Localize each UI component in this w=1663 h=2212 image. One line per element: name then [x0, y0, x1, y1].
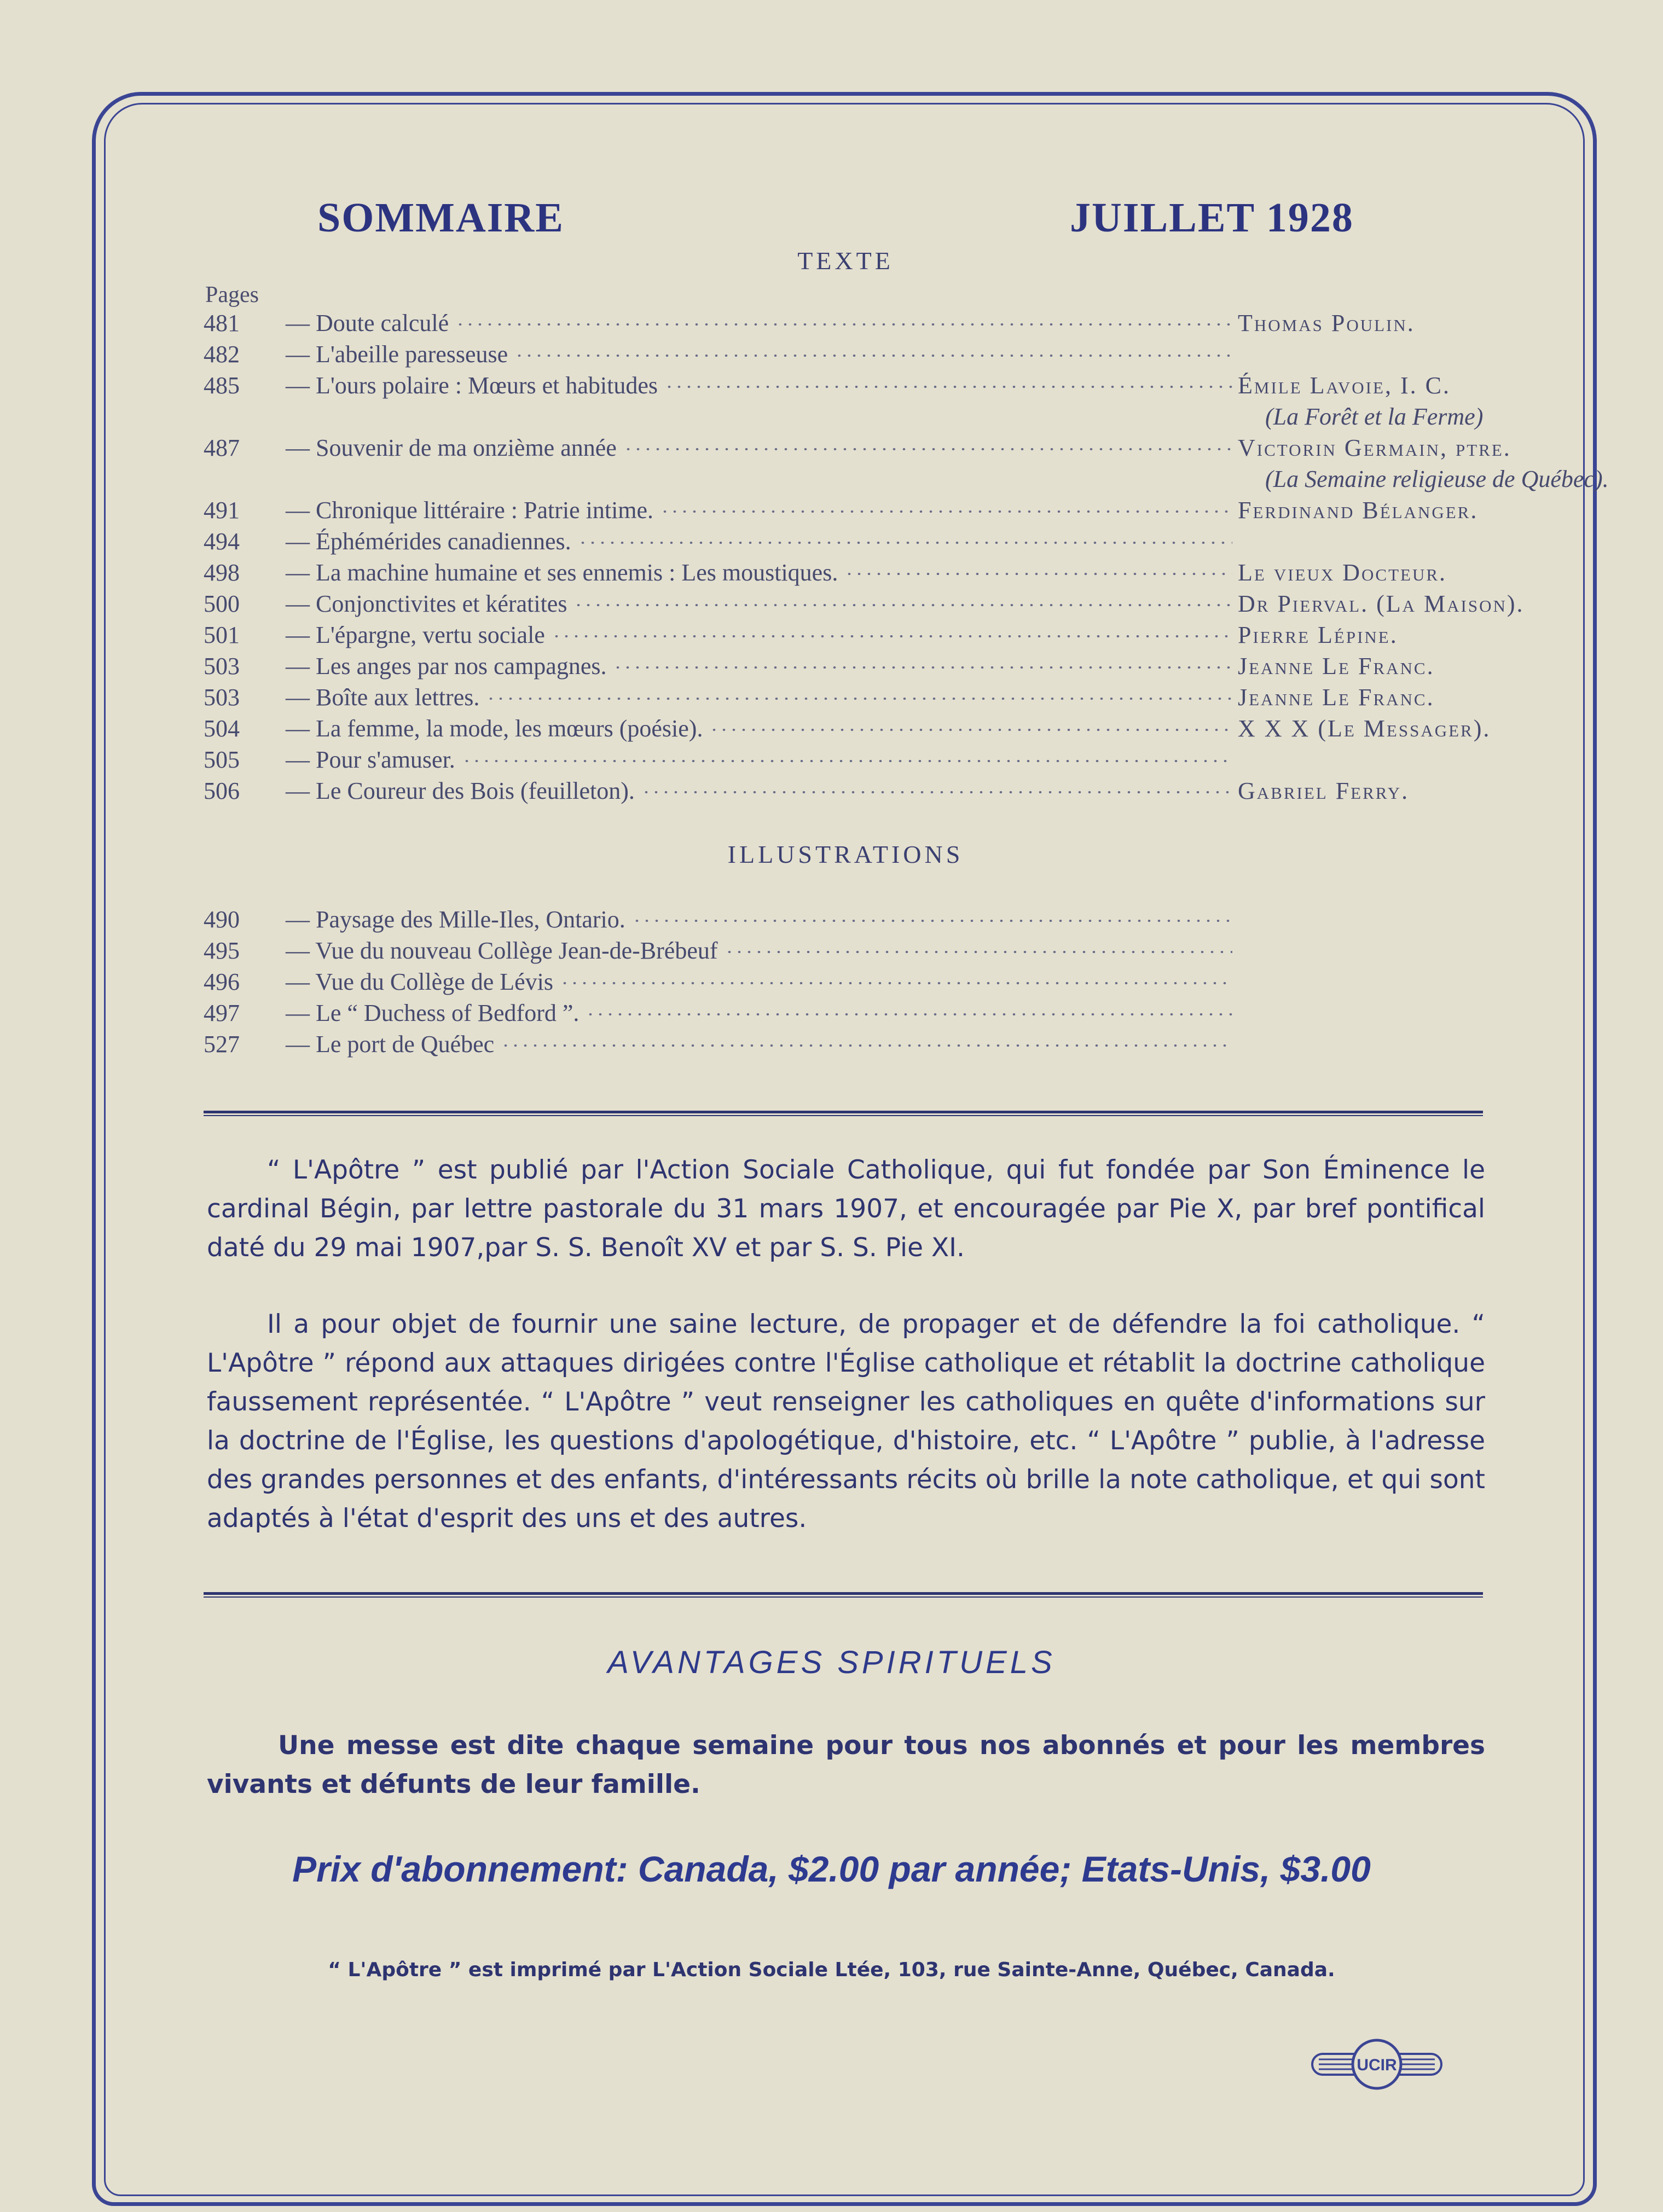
entry-title: — L'ours polaire : Mœurs et habitudes: [286, 372, 658, 399]
texte-heading: TEXTE: [797, 247, 894, 275]
toc-entry: [204, 559, 1479, 590]
page-number: 485: [204, 372, 240, 399]
illustration-entry: [204, 999, 1479, 1030]
illustration-entry: [204, 1030, 1479, 1061]
sommaire-title: SOMMAIRE: [317, 195, 564, 241]
page-number: 501: [204, 622, 240, 648]
about-paragraph: “ L'Apôtre ” est publié par l'Action Sociale Catholique, qui fut fondée par Son Éminence le cardinal Bégin, par lettre pastorale du 31 mars 1907, et encouragée par Pie X, par bref pontifical daté du 29 mai 1907,par S. S. Benoît XV et par S. S. Pie XI.: [207, 1155, 1485, 1263]
dot-leader: [664, 386, 1232, 388]
entry-title: — Éphémérides canadiennes.: [286, 528, 571, 555]
issue-date: JUILLET 1928: [1070, 195, 1354, 241]
entry-title: — Boîte aux lettres.: [286, 684, 480, 711]
entry-title: — Vue du nouveau Collège Jean-de-Brébeuf: [286, 937, 718, 964]
advantages-text: Une messe est dite chaque semaine pour tous nos abonnés et pour les membres vivants et défunts de leur famille.: [207, 1731, 1485, 1799]
entry-author: Jeanne Le Franc.: [1238, 684, 1435, 711]
entry-author: Jeanne Le Franc.: [1238, 653, 1435, 680]
toc-entry: [204, 715, 1491, 746]
toc-entry: [204, 621, 1479, 652]
dot-leader: [573, 604, 1232, 606]
entry-title: — Conjonctivites et kératites: [286, 590, 567, 617]
dot-leader: [641, 791, 1232, 793]
illustration-entry: [204, 968, 1479, 999]
toc-entry: [204, 590, 1525, 621]
entry-author: Gabriel Ferry.: [1238, 777, 1410, 804]
page-number: 490: [204, 906, 240, 933]
entry-title: — L'épargne, vertu sociale: [286, 622, 545, 648]
entry-author: Thomas Poulin.: [1238, 310, 1415, 336]
toc-entry: [204, 527, 1479, 559]
page-number: 495: [204, 937, 240, 964]
dot-leader: [632, 920, 1232, 922]
divider-rule: [204, 1111, 1483, 1116]
illustration-entry: [204, 937, 1479, 968]
illustration-entry: [204, 905, 1479, 937]
dot-leader: [660, 510, 1232, 513]
page-number: 487: [204, 434, 240, 461]
entry-author: Ferdinand Bélanger.: [1238, 497, 1479, 524]
page-number: 527: [204, 1031, 240, 1058]
page-number: 505: [204, 746, 240, 773]
entry-title: — Doute calculé: [286, 310, 449, 336]
dot-leader: [613, 666, 1232, 669]
entry-author: Pierre Lépine.: [1238, 622, 1398, 648]
entry-author: Émile Lavoie, I. C.: [1238, 372, 1451, 399]
entry-author: Le vieux Docteur.: [1238, 559, 1447, 586]
dot-leader: [709, 729, 1232, 731]
entry-title: — La femme, la mode, les mœurs (poésie).: [286, 715, 703, 742]
entry-author: Victorin Germain, ptre.: [1238, 434, 1511, 461]
entry-title: — Le Coureur des Bois (feuilleton).: [286, 777, 635, 804]
dot-leader: [501, 1044, 1232, 1047]
illustrations-heading: ILLUSTRATIONS: [727, 840, 964, 868]
entry-title: — Paysage des Mille-Iles, Ontario.: [286, 906, 625, 933]
toc-entry: [204, 309, 1479, 340]
dot-leader: [462, 760, 1232, 762]
dot-leader: [725, 951, 1232, 953]
toc-entry: [204, 403, 1484, 434]
imprint-line: “ L'Apôtre ” est imprimé par L'Action Sociale Ltée, 103, rue Sainte-Anne, Québec, Canada.: [328, 1959, 1335, 1981]
entry-author: Dr Pierval. (La Maison).: [1238, 590, 1525, 617]
page-number: 504: [204, 715, 240, 742]
toc-entry: [204, 371, 1479, 403]
divider-rule: [204, 1592, 1483, 1598]
entry-source: (La Semaine religieuse de Québec).: [1265, 466, 1609, 492]
entry-title: — Pour s'amuser.: [286, 746, 455, 773]
illustrations-list: [204, 905, 1479, 1061]
union-label-logo: [1308, 2034, 1446, 2094]
subscription-price: Prix d'abonnement: Canada, $2.00 par année; Etats-Unis, $3.00: [292, 1849, 1371, 1889]
toc-entry: [204, 434, 1511, 465]
entry-title: — La machine humaine et ses ennemis : Les moustiques.: [286, 559, 838, 586]
toc-list: [204, 309, 1609, 808]
objective-paragraph: Il a pour objet de fournir une saine lecture, de propager et de défendre la foi catholique. “ L'Apôtre ” répond aux attaques dirigées contre l'Église catholique et rétablit la doctrine catholique faussement représentée. “ L'Apôtre ” veut renseigner les catholiques en quête d'informations sur la doctrine de l'Église, les questions d'apologétique, d'histoire, etc. “ L'Apôtre ” publie, à l'adresse des grandes personnes et des enfants, d'intéressants récits où brille la note catholique, et qui sont adaptés à l'état d'esprit des uns et des autres.: [207, 1309, 1485, 1534]
dot-leader: [586, 1013, 1232, 1015]
entry-title: — Le port de Québec: [286, 1031, 495, 1058]
dot-leader: [578, 542, 1232, 544]
page-number: 496: [204, 968, 240, 995]
page-number: 481: [204, 310, 240, 336]
toc-entry: [204, 496, 1479, 527]
page-number: 503: [204, 653, 240, 680]
page-number: 494: [204, 528, 240, 555]
toc-entry: [204, 465, 1609, 496]
entry-title: — Chronique littéraire : Patrie intime.: [286, 497, 654, 524]
entry-title: — Les anges par nos campagnes.: [286, 653, 607, 680]
dot-leader: [844, 573, 1232, 575]
entry-title: — L'abeille paresseuse: [286, 341, 508, 368]
dot-leader: [514, 355, 1232, 357]
pages-label: Pages: [205, 282, 259, 307]
logo-text: UCIR: [1357, 2056, 1397, 2074]
page-number: 503: [204, 684, 240, 711]
entry-title: — Souvenir de ma onzième année: [286, 434, 617, 461]
dot-leader: [623, 448, 1232, 450]
entry-title: — Le “ Duchess of Bedford ”.: [286, 1000, 580, 1026]
dot-leader: [455, 323, 1232, 326]
page-number: 506: [204, 777, 240, 804]
toc-entry: [204, 746, 1479, 777]
entry-title: — Vue du Collège de Lévis: [286, 968, 554, 995]
dot-leader: [552, 635, 1232, 637]
toc-entry: [204, 340, 1479, 371]
dot-leader: [486, 698, 1232, 700]
page-number: 497: [204, 1000, 240, 1026]
entry-source: (La Forêt et la Ferme): [1265, 403, 1484, 430]
page-number: 498: [204, 559, 240, 586]
toc-entry: [204, 652, 1479, 683]
page-number: 500: [204, 590, 240, 617]
entry-author: X X X (Le Messager).: [1238, 715, 1491, 742]
page-number: 482: [204, 341, 240, 368]
advantages-heading: AVANTAGES SPIRITUELS: [607, 1645, 1056, 1680]
toc-entry: [204, 777, 1479, 808]
page-number: 491: [204, 497, 240, 524]
toc-entry: [204, 683, 1479, 715]
dot-leader: [560, 982, 1232, 984]
